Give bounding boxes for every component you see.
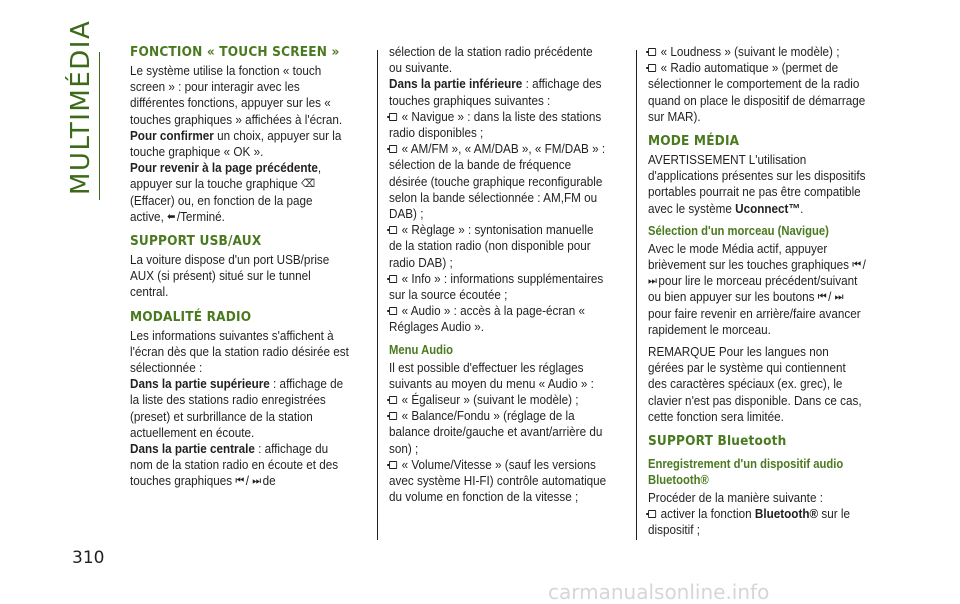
paragraph: Il est possible d'effectuer les réglages suivants au moyen du menu « Audio » : — [389, 359, 594, 391]
heading-menu-audio: Menu Audio — [389, 342, 453, 357]
paragraph: Pour revenir à la page précédente, appuyer sur la touche graphique ⌫ (Effacer) ou, en fonction de la page active, ⬅ /Terminé. — [130, 160, 322, 224]
page-number: 310 — [72, 548, 105, 568]
previous-track-icon: ⏮ — [852, 259, 860, 272]
sidebar — [0, 0, 110, 604]
column-3 — [648, 44, 868, 539]
heading-radio: MODALITÉ RADIO — [130, 308, 252, 325]
heading-usb-aux: SUPPORT USB/AUX — [130, 233, 262, 250]
watermark: carmanualsonline.info — [548, 580, 770, 604]
bullet-icon — [389, 307, 397, 315]
list-item: « Navigue » : dans la liste des stations radio disponibles ; — [389, 108, 602, 141]
heading-touch-screen: FONCTION « TOUCH SCREEN » — [130, 44, 340, 60]
section-divider — [99, 52, 100, 200]
heading-bluetooth: SUPPORT Bluetooth — [648, 433, 787, 450]
paragraph: Dans la partie supérieure : affichage de la liste des stations radio enregistrées (preset) et surbrillance de la station actuellement en écoute. — [130, 376, 344, 440]
list-item: « Loudness » (suivant le modèle) ; — [648, 44, 868, 60]
bullet-icon — [389, 113, 397, 121]
paragraph: REMARQUE Pour les langues non gérées par le système qui contiennent des caractères spéciaux (ex. grec), le clavier n'est pas disponible. Dans ce cas, cette fonction sera limitée. — [648, 344, 862, 424]
bullet-icon — [648, 48, 656, 56]
paragraph: Le système utilise la fonction « touch screen » : pour interagir avec les différentes fonctions, appuyer sur les « touches graphiques » affichées à l'écran. — [130, 63, 343, 127]
paragraph: Procéder de la manière suivante : — [648, 490, 823, 506]
column-divider — [636, 50, 637, 540]
section-title: MULTIMÉDIA — [66, 19, 96, 195]
bullet-icon — [389, 145, 397, 153]
bullet-icon — [648, 64, 656, 72]
list-item: « Règlage » : syntonisation manuelle de la station radio (non disponible pour radio DAB) ; — [389, 222, 594, 270]
paragraph: Les informations suivantes s'affichent à l'écran dès que la station radio désirée est sélectionnée : — [130, 327, 349, 376]
paragraph: Avec le mode Média actif, appuyer brièvement sur les touches graphiques ⏮ / ⏭ pour lire le morceau précédent/suivant ou bien appuyer sur les boutons ⏮ / ⏭ pour faire revenir en arrière/faire avancer rapidement le morceau. — [648, 240, 866, 337]
next-track-icon: ⏭ — [648, 275, 656, 288]
column-1 — [130, 44, 350, 490]
bullet-icon — [389, 461, 397, 469]
bullet-icon — [389, 412, 397, 420]
column-2 — [389, 44, 609, 505]
paragraph: La voiture dispose d'un port USB/prise AUX (si présent) situé sur le tunnel central. — [130, 252, 330, 300]
backspace-icon: ⌫ — [301, 178, 314, 191]
next-track-icon: ⏭ — [834, 291, 842, 304]
heading-track-selection: Sélection d'un morceau (Navigue) — [648, 223, 829, 238]
paragraph: AVERTISSEMENT L'utilisation d'applications présentes sur les dispositifs portables pourrait ne pas être compatible avec le système Uconnect™. — [648, 152, 866, 216]
bullet-icon — [648, 510, 656, 518]
previous-track-icon: ⏮ — [235, 475, 243, 488]
list-item: activer la fonction Bluetooth® sur le dispositif ; — [648, 506, 850, 538]
bullet-icon — [389, 226, 397, 234]
previous-track-icon: ⏮ — [817, 291, 825, 304]
paragraph: Dans la partie inférieure : affichage des touches graphiques suivantes : — [389, 76, 602, 108]
list-item: « Audio » : accès à la page-écran « Réglages Audio ». — [389, 303, 586, 335]
list-item: « Info » : informations supplémentaires sur la source écoutée ; — [389, 270, 604, 303]
list-item: « Volume/Vitesse » (sauf les versions avec système HI-FI) contrôle automatique du volume en fonction de la vitesse ; — [389, 456, 607, 505]
back-arrow-icon: ⬅ — [167, 210, 174, 223]
list-item: « AM/FM », « AM/DAB », « FM/DAB » : sélection de la bande de fréquence désirée (touche graphique reconfigurable selon la bande sélectionnée : AM,FM ou DAB) ; — [389, 141, 606, 222]
paragraph: Dans la partie centrale : affichage du nom de la station radio en écoute et des touches graphiques ⏮ / ⏭ de — [130, 441, 339, 489]
paragraph: Pour confirmer un choix, appuyer sur la touche graphique « OK ». — [130, 127, 342, 160]
list-item: « Radio automatique » (permet de sélectionner le comportement de la radio quand on place le dispositif de démarrage sur MAR). — [648, 60, 866, 124]
bullet-icon — [389, 275, 397, 283]
heading-media-mode: MODE MÉDIA — [648, 133, 740, 150]
list-item: « Égaliseur » (suivant le modèle) ; — [389, 392, 609, 408]
bullet-icon — [389, 396, 397, 404]
list-item: « Balance/Fondu » (réglage de la balance droite/gauche et avant/arrière du son) ; — [389, 408, 603, 456]
column-divider — [377, 50, 378, 540]
next-track-icon: ⏭ — [252, 475, 260, 488]
paragraph: sélection de la station radio précédente ou suivante. — [389, 44, 593, 76]
heading-bluetooth-registration: Enregistrement d'un dispositif audio Bluetooth® — [648, 457, 844, 488]
